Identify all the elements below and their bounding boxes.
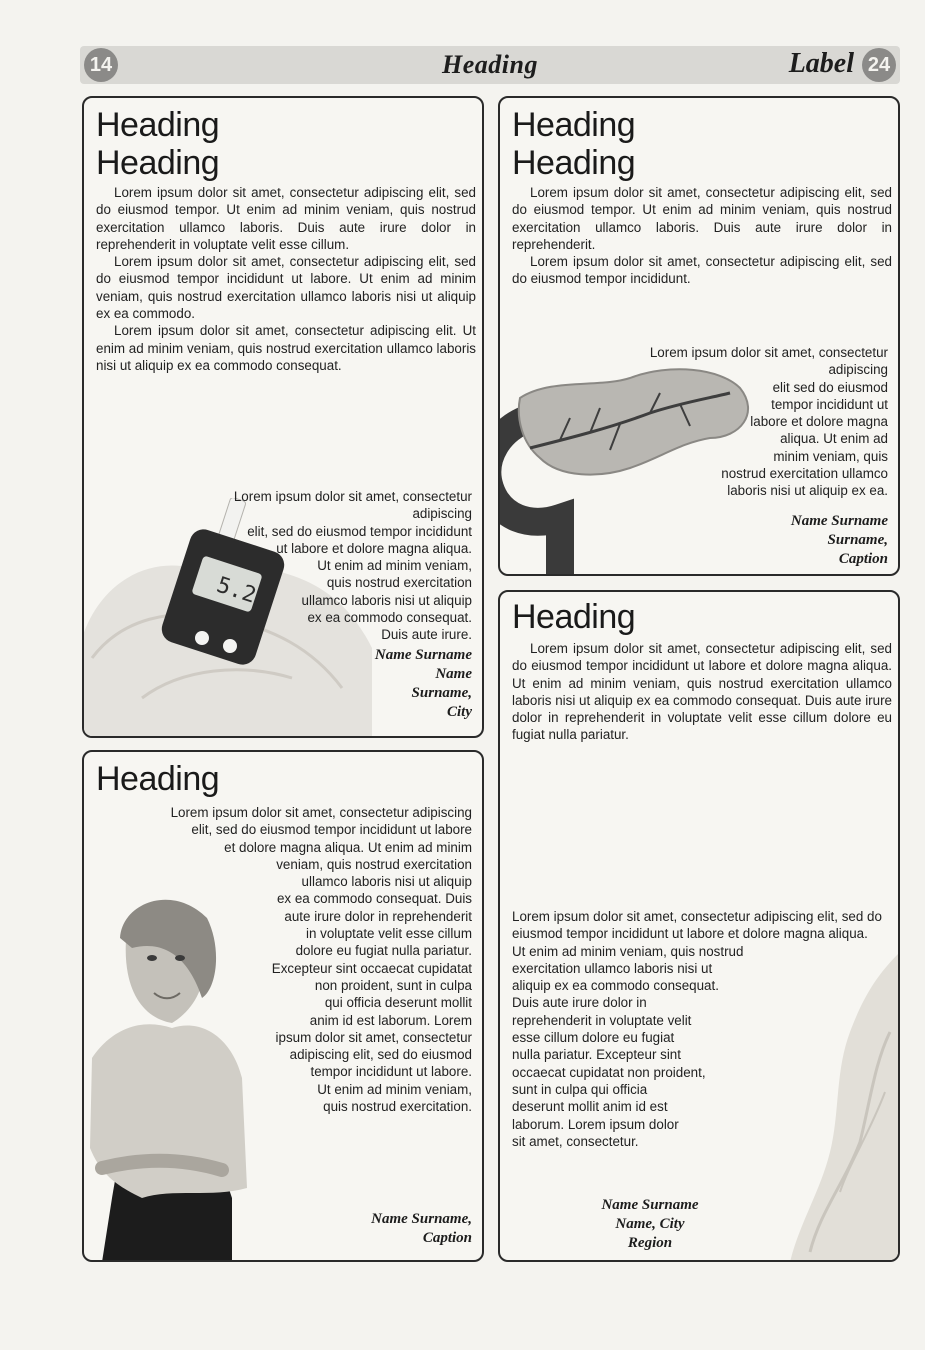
- article-4: [498, 590, 900, 1262]
- article-1: [82, 96, 484, 738]
- article-4-line: deserunt mollit anim id est: [512, 1099, 668, 1115]
- article-3-line: adipiscing elit, sed do eiusmod: [289, 1047, 472, 1063]
- article-4-line: Lorem ipsum dolor sit amet, consectetur adipiscing elit, sed do: [512, 909, 882, 924]
- article-4-signature: Name, City: [615, 1216, 685, 1232]
- article-2-paragraph: Lorem ipsum dolor sit amet, consectetur adipiscing elit, sed do eiusmod tempor incididunt.: [512, 254, 892, 287]
- article-1-line: ullamco laboris nisi ut aliquip: [301, 592, 472, 608]
- article-3-signature: Caption: [422, 1230, 472, 1246]
- article-2-signature: Name Surname: [790, 513, 888, 529]
- article-1-line: ex ea commodo consequat.: [307, 610, 472, 626]
- article-3-line: qui officia deserunt mollit: [324, 995, 472, 1011]
- article-4-title: Heading: [512, 598, 636, 636]
- right-page-number: 24: [862, 48, 896, 82]
- article-1-signature: Surname,: [411, 685, 472, 701]
- article-2-line: elit sed do eiusmod: [772, 379, 888, 395]
- svg-text:5.2: 5.2: [213, 572, 260, 609]
- article-3-line: anim id est laborum. Lorem: [309, 1012, 472, 1028]
- article-3-line: non proident, sunt in culpa: [314, 977, 472, 993]
- article-1-line: ut labore et dolore magna aliqua.: [276, 540, 472, 556]
- article-1-title: Heading: [96, 106, 220, 144]
- article-4-signature: Region: [627, 1235, 673, 1251]
- article-4-line: exercitation ullamco laboris nisi ut: [512, 960, 713, 976]
- article-4-line: occaecat cupidatat non proident,: [512, 1064, 706, 1080]
- article-4-line: Duis aute irure dolor in: [512, 995, 647, 1011]
- article-1-paragraph: Lorem ipsum dolor sit amet, consectetur adipiscing elit, sed do eiusmod tempor incididunt ut labore. Ut enim ad minim veniam, quis nostrud exercitation ullamco laboris nisi ut aliquip ex ea commodo.: [96, 254, 476, 322]
- article-2-signature: Caption: [838, 551, 888, 567]
- article-2-title-2: Heading: [512, 144, 636, 182]
- article-2: [498, 96, 900, 576]
- article-3-line: tempor incididunt ut labore.: [310, 1064, 472, 1080]
- article-2-line: labore et dolore magna: [750, 414, 888, 430]
- article-1-line: Duis aute irure.: [381, 627, 472, 643]
- article-1-line: elit, sed do eiusmod tempor incididunt: [247, 523, 472, 539]
- article-3-line: ullamco laboris nisi ut aliquip: [301, 874, 472, 890]
- article-3-line: dolore eu fugiat nulla pariatur.: [295, 943, 472, 959]
- article-3: [82, 750, 484, 1262]
- article-3-line: Excepteur sint occaecat cupidatat: [271, 960, 472, 976]
- article-4-line: aliquip ex ea commodo consequat.: [512, 978, 719, 994]
- article-3-signature: Name Surname,: [371, 1211, 472, 1227]
- article-3-line: et dolore magna aliqua. Ut enim ad minim: [224, 839, 472, 855]
- article-4-line: reprehenderit in voluptate velit: [512, 1012, 692, 1028]
- article-1-line: Ut enim ad minim veniam,: [317, 558, 472, 574]
- article-3-line: ex ea commodo consequat. Duis: [276, 891, 472, 907]
- article-2-paragraph: Lorem ipsum dolor sit amet, consectetur adipiscing elit, sed do eiusmod tempor. Ut enim ad minim veniam, quis nostrud exercitation ullamco laboris. Duis aute irure dolor in reprehenderit.: [512, 185, 892, 252]
- article-1-signature: Name Surname: [374, 647, 472, 663]
- article-2-line: tempor incididunt ut: [771, 396, 888, 412]
- article-4-line: sit amet, consectetur.: [512, 1133, 639, 1149]
- article-2-line: nostrud exercitation ullamco: [721, 466, 888, 482]
- article-1-line: quis nostrud exercitation: [326, 575, 472, 591]
- left-page-number: 14: [84, 48, 118, 82]
- article-2-line: minim veniam, quis: [773, 448, 888, 464]
- article-3-line: Lorem ipsum dolor sit amet, consectetur adipiscing: [170, 805, 472, 820]
- article-1-signature: City: [447, 704, 472, 720]
- article-2-title: Heading: [512, 106, 636, 144]
- page-label: Label: [788, 48, 854, 79]
- article-3-line: quis nostrud exercitation.: [323, 1099, 472, 1115]
- article-4-line: eiusmod tempor incididunt ut labore et dolore magna aliqua.: [512, 926, 868, 942]
- article-1-paragraph: Lorem ipsum dolor sit amet, consectetur adipiscing elit. Ut enim ad minim veniam, quis nostrud exercitation ullamco laboris nisi ut aliquip ex ea commodo consequat.: [96, 323, 476, 373]
- article-1-line: Lorem ipsum dolor sit amet, consectetur adipiscing: [233, 489, 472, 522]
- page-header: [80, 46, 900, 84]
- article-4-line: laborum. Lorem ipsum dolor: [512, 1116, 679, 1132]
- article-4-line: nulla pariatur. Excepteur sint: [512, 1047, 681, 1063]
- article-3-line: ipsum dolor sit amet, consectetur: [275, 1029, 472, 1045]
- article-4-line: esse cillum dolore eu fugiat: [512, 1030, 675, 1046]
- article-3-line: in voluptate velit esse cillum: [306, 926, 472, 942]
- article-2-line: laboris nisi ut aliquip ex ea.: [727, 483, 888, 499]
- article-2-signature: Surname,: [827, 532, 888, 548]
- article-4-signature: Name Surname: [601, 1197, 699, 1213]
- article-3-line: elit, sed do eiusmod tempor incididunt ut labore: [191, 822, 472, 838]
- article-4-line: Ut enim ad minim veniam, quis nostrud: [512, 943, 744, 959]
- article-1-paragraph: Lorem ipsum dolor sit amet, consectetur adipiscing elit, sed do eiusmod tempor. Ut enim ad minim veniam, quis nostrud exercitation ullamco laboris. Duis aute irure dolor in reprehenderit in voluptate velit esse cillum.: [96, 185, 476, 252]
- article-3-line: Ut enim ad minim veniam,: [317, 1081, 472, 1097]
- article-4-paragraph: Lorem ipsum dolor sit amet, consectetur adipiscing elit, sed do eiusmod tempor incididunt ut labore et dolore magna aliqua. Ut enim ad minim veniam, quis nostrud exercitation ullamco laboris nisi ut aliquip ex ea commodo consequat. Duis aute irure dolor in reprehenderit in voluptate velit esse cillum dolore eu fugiat nulla pariatur.: [512, 641, 892, 743]
- article-3-line: aute irure dolor in reprehenderit: [284, 908, 472, 924]
- article-2-line: aliqua. Ut enim ad: [780, 431, 888, 447]
- article-1-title-2: Heading: [96, 144, 220, 182]
- article-3-line: veniam, quis nostrud exercitation: [276, 856, 472, 872]
- article-2-line: Lorem ipsum dolor sit amet, consectetur adipiscing: [649, 345, 888, 378]
- section-title: Heading: [442, 50, 538, 79]
- article-3-title: Heading: [96, 760, 220, 798]
- article-1-signature: Name: [435, 666, 472, 682]
- article-4-line: sunt in culpa qui officia: [512, 1081, 648, 1097]
